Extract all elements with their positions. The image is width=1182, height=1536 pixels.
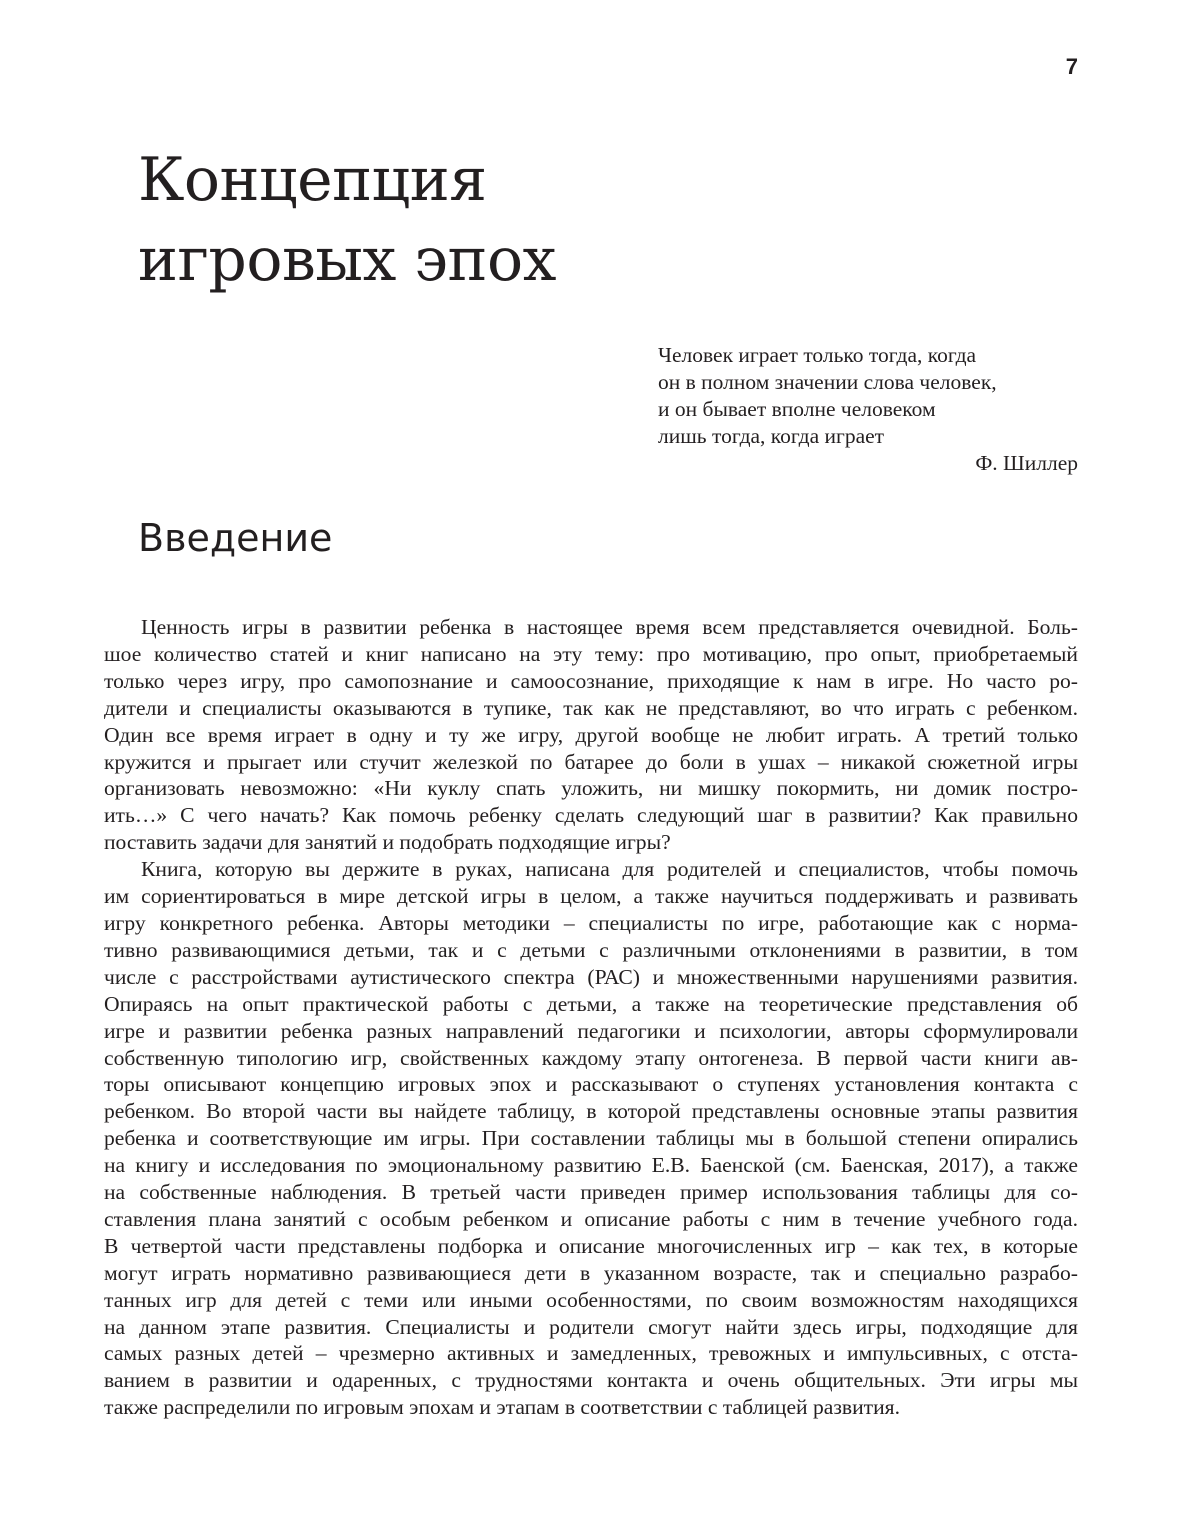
epigraph-line: лишь тогда, когда играет [658,424,885,448]
paragraph-line: на книгу и исследования по эмоциональному развитию Е.В. Баенской (см. Баенская, 2017), а также [104,1153,1078,1178]
paragraph-line: им сориентироваться в мире детской игры в целом, а также научиться поддерживать и развивать [104,884,1078,909]
paragraph-line: танных игр для детей с теми или иными особенностями, по своим возможностям находящихся [104,1287,1078,1312]
paragraph-line: числе с расстройствами аутистического спектра (РАС) и множественными нарушениями развития. [104,964,1078,989]
paragraph-line: дители и специалисты оказываются в тупике, так как не представляют, во что играть с ребенком. [104,695,1078,720]
paragraph-line: самых разных детей – чрезмерно активных и замедленных, тревожных и импульсивных, с отста- [104,1341,1078,1366]
paragraph-line: ребенком. Во второй части вы найдете таблицу, в которой представлены основные этапы развития [104,1099,1078,1124]
paragraph-line: собственную типологию игр, свойственных каждому этапу онтогенеза. В первой части книги ав- [104,1045,1078,1070]
paragraph-line: Один все время играет в одну и ту же игру, другой вообще не любит играть. А третий только [104,722,1078,747]
epigraph-line: и он бывает вполне человеком [658,397,936,421]
paragraph-line: игру конкретного ребенка. Авторы методики – специалисты по игре, работающие как с норма- [104,910,1078,935]
paragraph-line: ванием в развитии и одаренных, с трудностями контакта и очень общительных. Эти игры мы [104,1368,1078,1393]
epigraph-line: Человек играет только тогда, когда [658,343,977,367]
paragraph-line: шое количество статей и книг написано на эту тему: про мотивацию, про опыт, приобретаемый [104,641,1078,666]
epigraph-line: он в полном значении слова человек, [658,370,997,394]
paragraph-line: ребенка и соответствующие им игры. При составлении таблицы мы в большой степени опирались [104,1126,1078,1151]
paragraph-line: Опираясь на опыт практической работы с детьми, а также на теоретические представления об [104,991,1078,1016]
chapter-title-line: Концепция [138,145,487,215]
paragraph-line: только через игру, про самопознание и самоосознание, приходящие к нам в игре. Но часто ро- [104,668,1078,693]
epigraph-author: Ф. Шиллер [975,451,1078,475]
chapter-title [138,140,556,300]
paragraph-line: поставить задачи для занятий и подобрать подходящие игры? [104,830,671,855]
epigraph [658,342,1078,477]
section-title: Введение [138,516,333,560]
paragraph-line: тивно развивающимися детьми, так и с детьми с различными отклонениями в развитии, в том [104,937,1078,962]
paragraph-line: Ценность игры в развитии ребенка в настоящее время всем представляется очевидной. Боль- [141,615,1078,639]
paragraph-line: ить…» С чего начать? Как помочь ребенку сделать следующий шаг в развитии? Как правильно [104,803,1078,828]
paragraph-line: игре и развитии ребенка разных направлений педагогики и психологии, авторы сформулировали [104,1018,1078,1043]
paragraph-line: кружится и прыгает или стучит железкой по батарее до боли в ушах – никакой сюжетной игры [104,749,1078,774]
paragraph-line: ставления плана занятий с особым ребенком и описание работы с ним в течение учебного года. [104,1206,1078,1231]
paragraph-line: Книга, которую вы держите в руках, написана для родителей и специалистов, чтобы помочь [141,857,1078,882]
body-text [104,614,1078,1421]
chapter-title-line: игровых эпох [138,225,556,295]
paragraph-line: также распределили по игровым эпохам и этапам в соответствии с таблицей развития. [104,1395,900,1420]
paragraph-line: В четвертой части представлены подборка и описание многочисленных игр – как тех, в которые [104,1233,1078,1258]
page-number: 7 [1065,54,1078,79]
paragraph-line: на данном этапе развития. Специалисты и родители смогут найти здесь игры, подходящие для [104,1314,1078,1339]
paragraph-line: могут играть нормативно развивающиеся дети в указанном возрасте, так и специально разрабо- [104,1260,1078,1285]
paragraph-line: торы описывают концепцию игровых эпох и рассказывают о ступенях установления контакта с [104,1072,1078,1097]
paragraph-line: на собственные наблюдения. В третьей части приведен пример использования таблицы для со- [104,1180,1078,1205]
paragraph-line: организовать невозможно: «Ни куклу спать уложить, ни мишку покормить, ни домик постро- [104,776,1078,801]
